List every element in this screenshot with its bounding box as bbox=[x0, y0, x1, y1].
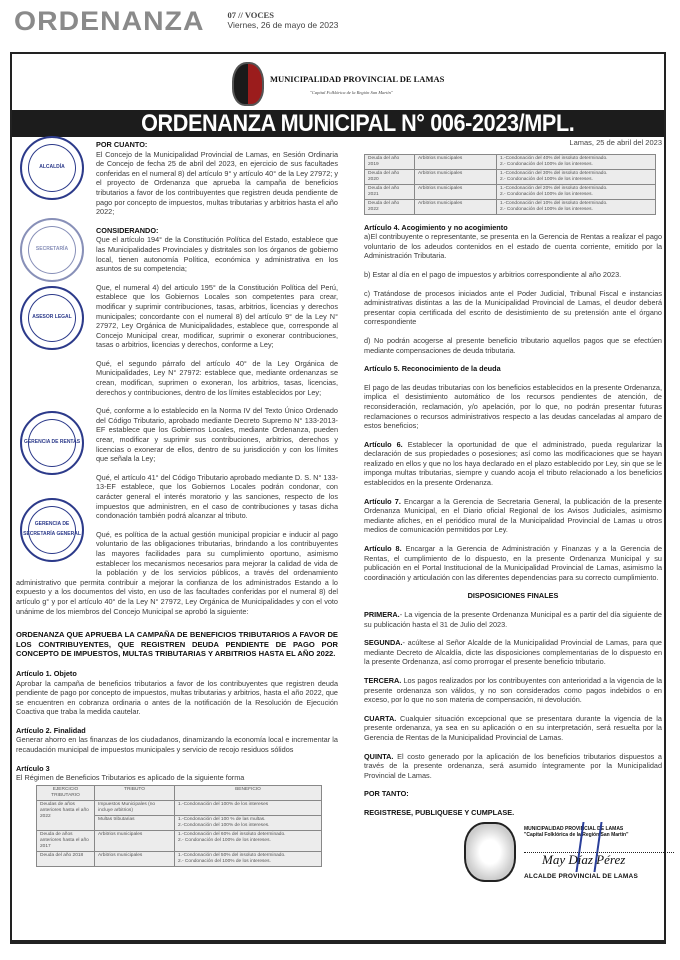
cell-beneficio: 1.-Condonación del 100% de los intereses bbox=[175, 800, 322, 815]
table-row bbox=[365, 154, 656, 169]
signer-name: May Díaz Pérez bbox=[542, 851, 626, 867]
table-row bbox=[365, 199, 656, 214]
stamp-icon: SECRETARÍA bbox=[20, 218, 84, 282]
considerando-paragraph: Qué, es política de la actual gestión municipal propiciar e inducir al pago voluntario de las obligaciones tributarias, brindando a los contribuyentes las mayores facilidades para su cumplimiento oportuno, asimismo establecer los mecanismos necesarios para mejorar la calidad de vida de la población y de los servicios públicos, a través del ordenamiento administrativo que permita contribuir a mejorar la confianza de los administrados Estando a lo expuesto y a los documentos del visto, en uso de las facultades conferidas por el numeral 8) del artículo g° y por el artículo 40° de la Ley N° 27972, Ley Orgánica de Municipalidades y con el voto unánime de los miembros del Concejo Municipal se aprobó la siguiente: bbox=[16, 529, 338, 616]
signature-org: MUNICIPALIDAD PROVINCIAL DE LAMAS "Capital Folklórica de la Región San Martín" bbox=[524, 825, 629, 838]
right-column bbox=[364, 140, 662, 892]
section-title: ORDENANZA bbox=[14, 6, 205, 36]
crest-logo-icon bbox=[232, 62, 264, 106]
article-4-item: a)El contribuyente o representante, se presenta en la Gerencia de Rentas a realizar el pago voluntario de los adeudos contenidos en el estado de cuenta corriente, emitido por la Administración Tributaria. bbox=[364, 232, 662, 261]
table-row bbox=[37, 830, 322, 851]
cell-tributo: Arbitrios municipales bbox=[415, 169, 497, 184]
masthead bbox=[14, 6, 338, 37]
table-row bbox=[37, 800, 322, 815]
final-provision: QUINTA. El costo generado por la aplicación de los beneficios tributarios dispuestos a través de la presente ordenanza, será asumido íntegramente por la Municipalidad Provincial de Lamas. bbox=[364, 751, 662, 780]
cell-tributo: Arbitrios municipales bbox=[415, 154, 497, 169]
cell-beneficio: 1.-Condonación del 50% del insoluto determinado. 2.- Condonación del 100% de los intereses. bbox=[175, 851, 322, 866]
table-row bbox=[365, 169, 656, 184]
considerando-heading: CONSIDERANDO: bbox=[96, 225, 159, 235]
stamp-icon: GERENCIA DE SECRETARÍA GENERAL bbox=[20, 498, 84, 562]
municipality-header bbox=[232, 62, 444, 106]
column-header: BENEFICIO bbox=[175, 785, 322, 800]
article-4-item: c) Tratándose de procesos iniciados ante el Poder Judicial, Tribunal Fiscal e instancias administrativas distintas a las de la Municipalidad Provincial de Lamas, el deudor deberá presentar copia certificada del escrito de desistimiento de su pretensión ante el órgano correspondiente bbox=[364, 288, 662, 327]
ordinance-title-banner bbox=[12, 110, 664, 137]
por-tanto: POR TANTO: bbox=[364, 789, 409, 799]
article-4-heading: Artículo 4. Acogimiento y no acogimiento bbox=[364, 222, 508, 232]
final-provision: SEGUNDA.- acúltese al Señor Alcalde de la Municipalidad Provincial de Lamas, para que mediante Decreto de Alcaldía, dicte las disposiciones complementarias de lo dispuesto en la presente Ordenanza, así como prorrogar el presente beneficio tributario. bbox=[364, 638, 662, 667]
article-2-text: Generar ahorro en las finanzas de los ciudadanos, dinamizando la economía local e incrementar la recaudación municipal de impuestos municipales y servicio de recojo residuos sólidos bbox=[16, 735, 338, 755]
article-1-heading: Artículo 1. Objeto bbox=[16, 668, 77, 678]
article-8: Artículo 8. Encargar a la Gerencia de Administración y Finanzas y a la Gerencia de Rentas, el cumplimiento de lo dispuesto, en la presente Ordenanza Municipal y su publicación en el Portal Institucional de la Municipalidad Provincial de Lamas, asimismo la coordinación y articulación con las diferentes dependencias para su correcto cumplimiento. bbox=[364, 544, 662, 582]
institution-name: MUNICIPALIDAD PROVINCIAL DE LAMAS bbox=[270, 73, 445, 84]
por-cuanto-text: El Concejo de la Municipalidad Provincial de Lamas, en Sesión Ordinaria de Concejo de fecha 25 de abril del 2023, en ejercicio de sus facultades conferidas en el numeral 8) del artículo 9° y artículo 40° de la Ley 27972; y el proyecto de Ordenanza que aprueba la campaña de beneficios tributarios a favor de los contribuyentes que registren deuda pendiente de pago por concepto de impuestos, multas tributarias y arbitrios hasta el año 2022; bbox=[96, 149, 338, 217]
closing-formula: REGISTRESE, PUBLIQUESE Y CUMPLASE. bbox=[364, 807, 515, 817]
cell-tributo: Impuestos Municipales (no incluye arbitrios) bbox=[95, 800, 175, 815]
left-column bbox=[16, 140, 338, 867]
article-3-text: El Régimen de Beneficios Tributarios es aplicado de la siguiente forma bbox=[16, 773, 245, 783]
article-3-heading: Artículo 3 bbox=[16, 763, 50, 773]
final-provision: TERCERA. Los pagos realizados por los contribuyentes con anterioridad a la vigencia de la presente ordenanza son válidos, y no son considerados como pagos indebidos o en exceso, por lo que no son materia de compensación, ni devolución. bbox=[364, 675, 662, 705]
article-4-item: d) No podrán acogerse al presente beneficio tributario aquellos pagos que se efectúen mediante compensaciones de deuda tributaria. bbox=[364, 335, 662, 355]
document-date: Lamas, 25 de abril del 2023 bbox=[569, 138, 662, 147]
signer-role: ALCALDE PROVINCIAL DE LAMAS bbox=[524, 872, 638, 880]
cell-tributo: Arbitrios municipales bbox=[95, 851, 175, 866]
considerando-paragraph: Qué, el segundo párrafo del artículo 40° de la Ley Orgánica de Municipalidades, Ley N° 27972: establece que, mediante ordenanzas se crean, modifican, suprimen o exoneran, los arbitrios, tasas, licencias, derechos y contribuciones, dentro de los límites establecidos por Ley; bbox=[96, 358, 338, 397]
cell-beneficio: 1.-Condonación del 20% del insoluto determinado. 2.- Condonación del 100% de los intereses. bbox=[497, 184, 656, 199]
considerando-paragraph: Que, el numeral 4) del articulo 195° de la Constitución Política del Perú, establece que los Gobiernos Locales son competentes para crear, modificar y suprimir contribuciones, tasas, arbitrios, licencias y derechos municipales; concordante con el numeral 8) del artículo 9° de la Ley N° 27972, Ley Orgánica de Municipalidades, establece que, corresponde al Concejo Municipal crear, modificar, suprimir o exonerar contribuciones, tasas o arbitrios, licencias y derechos, conforme a Ley; bbox=[96, 282, 338, 350]
cell-beneficio: 1.-Condonación del 60% del insoluto determinado. 2.- Condonación del 100% de los intereses. bbox=[175, 830, 322, 851]
article-6: Artículo 6. Establecer la oportunidad de que el administrado, pueda regularizar la declaración de sus propiedades o posesiones; así como las modificaciones que se hayan realizado en ellos y que no los haya declarado en el plazo establecido por Ley, sin que se le imponga multas tributarias, siempre y cuando acoja el tributo relacionado a los beneficios establecidos en la presente Ordenanza. bbox=[364, 439, 663, 488]
cell-ejercicio: Deuda del año 2018 bbox=[37, 851, 95, 866]
article-2-heading: Artículo 2. Finalidad bbox=[16, 725, 86, 735]
issue-date: Viernes, 26 de mayo de 2023 bbox=[227, 20, 339, 30]
column-header: TRIBUTO bbox=[95, 785, 175, 800]
cell-beneficio: 1.-Condonación del 100 % de las multas. 2.-Condonación del 100% de los intereses. bbox=[175, 815, 322, 830]
cell-beneficio: 1.-Condonación del 40% del insoluto determinado. 2.- Condonación del 100% de los intereses. bbox=[497, 154, 656, 169]
final-provision: PRIMERA.- La vigencia de la presente Ordenanza Municipal es a partir del día siguiente de su publicación hasta el 31 de Julio del 2023. bbox=[364, 610, 662, 629]
column-header: EJERCICIO TRIBUTARIO bbox=[37, 785, 95, 800]
benefits-table bbox=[36, 785, 322, 867]
table-header-row bbox=[37, 785, 322, 800]
article-7: Artículo 7. Encargar a la Gerencia de Secretaria General, la publicación de la presente Ordenanza Municipal, en el Diario oficial Regional de los Avisos Judiciales, asimismo mediante afiches, en el periódico mural de la Municipalidad Provincial de Lamas u otros medios de comunicación permitidos por Ley. bbox=[364, 496, 662, 535]
article-5-text: El pago de las deudas tributarias con los beneficios establecidos en la presente Ordenanza, implica el desistimiento automático de los recursos pendientes de atención, de reconsideración, reclamación, y/o apelación, por lo que, no podrán presentar futuras reclamaciones o recursos administrativos respecto a las deudas canceladas al amparo de estos beneficios; bbox=[364, 382, 662, 431]
considerando-paragraph: Que el artículo 194° de la Constitución Política del Estado, establece que las Municipalidades Provinciales y distritales son los órganos de gobierno local, tienen autonomía Política, económica y administrativa en los asuntos de su competencia; bbox=[96, 235, 338, 274]
cell-beneficio: 1.-Condonación del 30% del insoluto determinado. 2.- Condonación del 100% de los intereses. bbox=[497, 169, 656, 184]
ordinance-title: ORDENANZA MUNICIPAL N° 006-2023/MPL. bbox=[141, 110, 575, 137]
page-number: 07 // VOCES bbox=[227, 10, 274, 20]
cell-ejercicio: Deuda del año 2019 bbox=[365, 154, 415, 169]
article-1-text: Aprobar la campaña de beneficios tributarios a favor de los contribuyentes que registren deuda pendiente de pago por concepto de impuestos, multas tributarias y arbitrios, hasta el año 2022, que se encuentren en cobranza ordinaria o antes de la notificación de la Resolución de Ejecución Coactiva que traba la medida cautelar. bbox=[16, 678, 338, 717]
cell-beneficio: 1.-Condonación del 10% del insoluto determinado. 2.- Condonación del 100% de los intereses. bbox=[497, 199, 656, 214]
table-row bbox=[37, 851, 322, 866]
cell-tributo: Arbitrios municipales bbox=[95, 830, 175, 851]
municipal-seal-icon bbox=[464, 822, 516, 882]
ordinance-frame bbox=[10, 52, 666, 944]
considerando-paragraph: Qué, conforme a lo establecido en la Norma IV del Texto Único Ordenado del Código Tributario, aprobado mediante Decreto Supremo N° 133-2013-EF establece que los Gobiernos Locales, mediante Ordenanza, pueden crear, modificar y suprimir sus contribuciones, arbitrios, derechos y licencias o exonerar de ellos, dentro de su jurisdicción y con los límites que señala la Ley; bbox=[96, 406, 338, 464]
final-provisions-heading: DISPOSICIONES FINALES bbox=[467, 591, 559, 601]
stamp-icon: ALCALDÍA bbox=[20, 136, 84, 200]
por-cuanto-heading: POR CUANTO: bbox=[96, 140, 148, 149]
final-provision: CUARTA. Cualquier situación excepcional que se presentara durante la vigencia de la presente ordenanza, ya sea en su aplicación o en su interpretación, será resuelta por la Gerencia de Rentas de la Municipalidad Provincial de Lamas. bbox=[364, 713, 662, 742]
benefits-table-continued bbox=[364, 154, 656, 215]
stamp-icon: GERENCIA DE RENTAS bbox=[20, 411, 84, 475]
considerando-paragraph: Qué, el artículo 41° del Código Tributario aprobado mediante D. S. N° 133-13-EF establece, que los Gobiernos Locales podrán condonar, con carácter general el interés moratorio y las sanciones, respecto de los impuestos que administren, en el caso de contribuciones y tasas dicha condonación también podrá alcanzar al tributo. bbox=[96, 472, 338, 521]
cell-ejercicio: Deuda del año 2020 bbox=[365, 169, 415, 184]
cell-ejercicio: Deuda del año 2021 bbox=[365, 184, 415, 199]
institution-slogan: "Capital Folklórica de la Región San Martín" bbox=[310, 89, 393, 95]
table-row bbox=[365, 184, 656, 199]
stamps-column bbox=[16, 136, 96, 576]
cell-tributo: Multas tributarias bbox=[95, 815, 175, 830]
article-5-heading: Artículo 5. Reconocimiento de la deuda bbox=[364, 364, 501, 374]
cell-ejercicio: Deuda del año 2022 bbox=[365, 199, 415, 214]
cell-tributo: Arbitrios municipales bbox=[415, 199, 497, 214]
stamp-icon: ASESOR LEGAL bbox=[20, 286, 84, 350]
cell-tributo: Arbitrios municipales bbox=[415, 184, 497, 199]
cell-ejercicio: Deuda de años anteriores hasta el año 2017 bbox=[37, 830, 95, 851]
article-4-item: b) Estar al día en el pago de impuestos y arbitrios correspondiente al año 2023. bbox=[364, 269, 622, 279]
ordinance-resolution-title: ORDENANZA QUE APRUEBA LA CAMPAÑA DE BENEFICIOS TRIBUTARIOS A FAVOR DE LOS CONTRIBUYENTES, QUE REGISTREN DEUDA PENDIENTE DE PAGO POR CONCEPTO DE IMPUESTOS, MULTAS TRIBUTARIAS Y ARBITRIOS HASTA EL AÑO 2022. bbox=[16, 630, 338, 659]
cell-ejercicio: Deudas de años anteriores hasta el año 2022 bbox=[37, 800, 95, 830]
signature-block bbox=[364, 822, 662, 892]
